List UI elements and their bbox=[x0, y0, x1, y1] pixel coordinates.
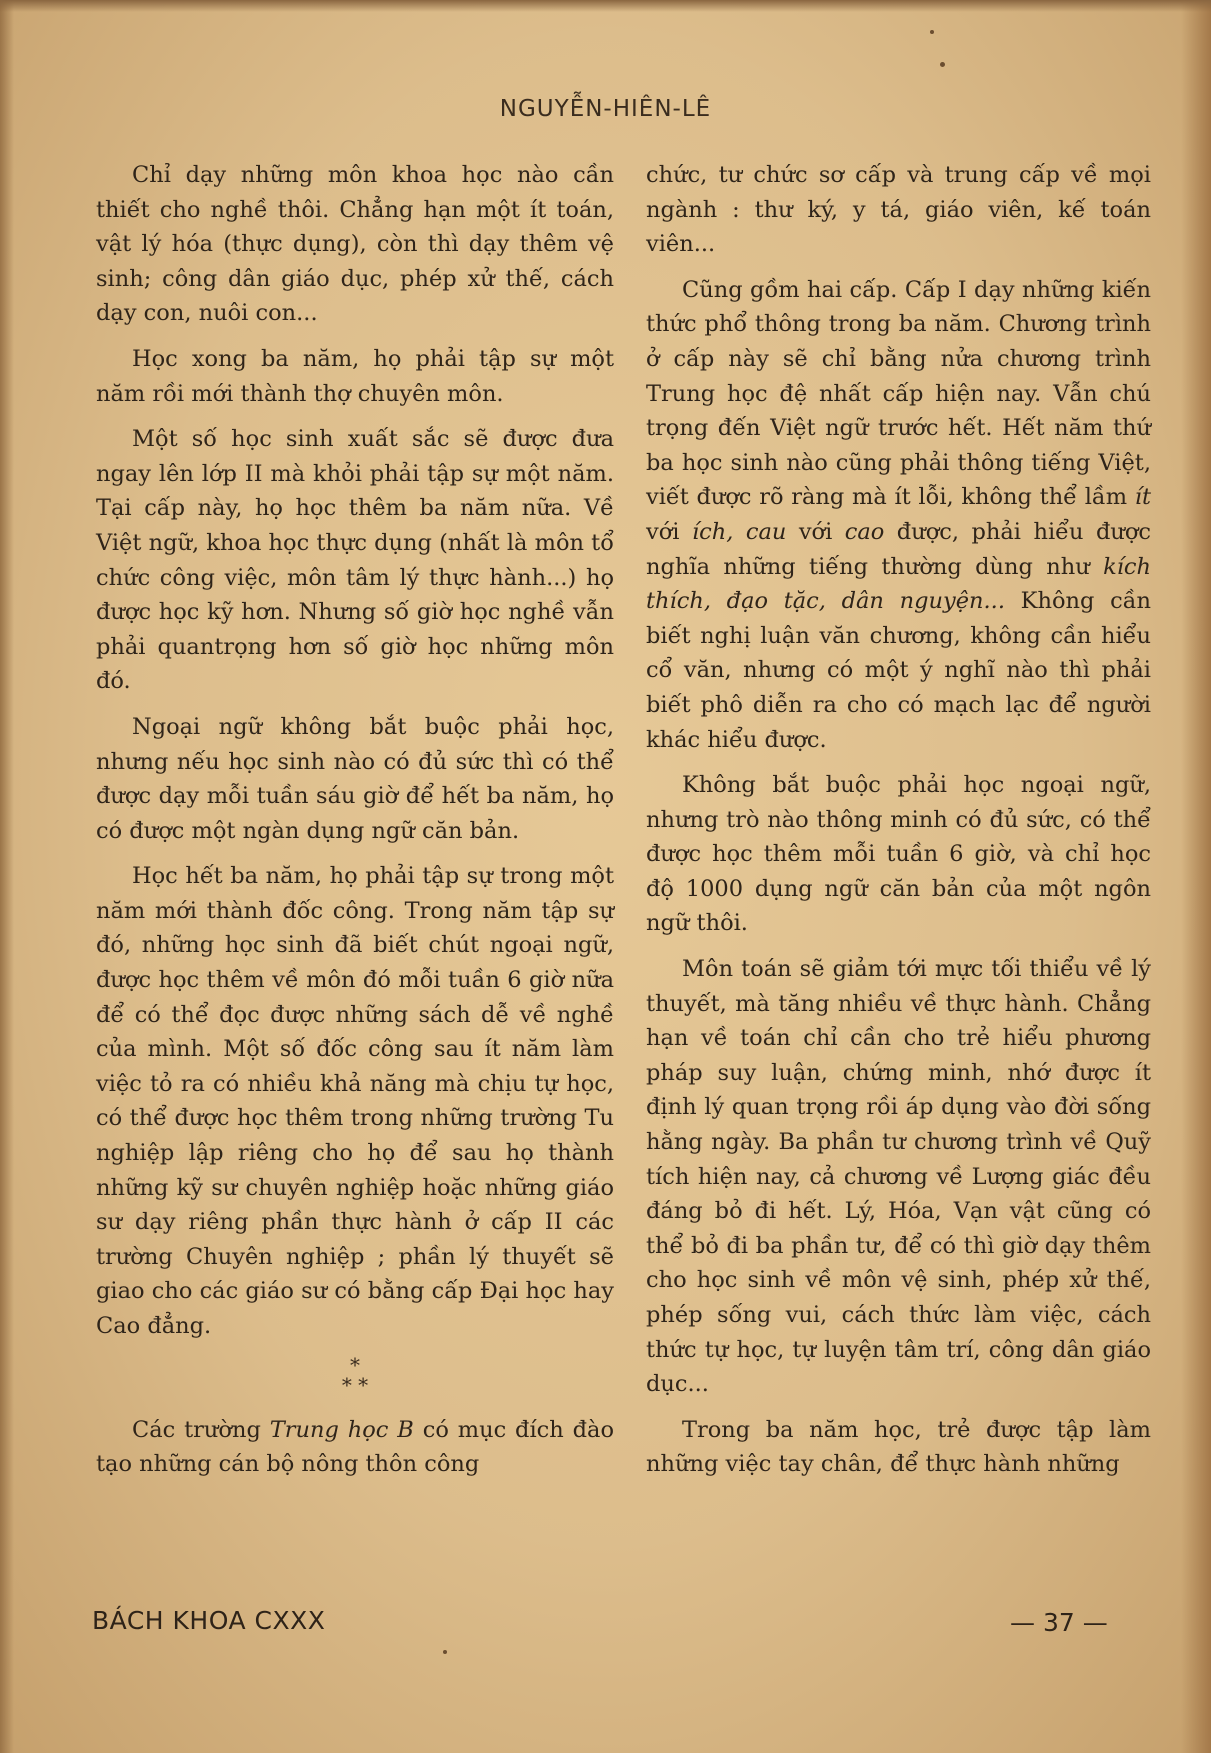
italic-term: ít bbox=[1134, 484, 1151, 511]
ink-speck bbox=[930, 30, 934, 34]
paragraph-continued: chức, tư chức sơ cấp và trung cấp về mọi ngành : thư ký, y tá, giáo viên, kế toán viên... bbox=[646, 162, 1151, 258]
text-run: với bbox=[646, 518, 692, 545]
text-run: Các trường bbox=[132, 1416, 270, 1443]
ink-speck bbox=[940, 62, 945, 67]
paragraph: Một số học sinh xuất sắc sẽ được đưa ngay lên lớp II mà khỏi phải tập sự một năm. Tại cấp này, họ học thêm ba năm nữa. Về Việt ngữ, khoa học thực dụng (nhất là môn tổ chức công việc, môn tâm lý thực hành...) họ được học kỹ hơn. Nhưng số giờ học nghề vẫn phải quantrọng hơn số giờ học những môn đó. bbox=[96, 426, 614, 695]
italic-term: ích, cau bbox=[691, 518, 787, 545]
italic-term: kích thích, đạo tặc, dân nguyện... bbox=[646, 553, 1151, 615]
page-edge-shadow-right bbox=[1181, 0, 1211, 1753]
italic-term: Trung học B bbox=[269, 1416, 414, 1443]
paragraph bbox=[96, 1413, 614, 1482]
page-number: — 37 — bbox=[1010, 1608, 1108, 1637]
text-run: Cũng gồm hai cấp. Cấp I dạy những kiến thức phổ thông trong ba năm. Chương trình ở cấp này sẽ chỉ bằng nửa chương trình Trung học đệ nhất cấp hiện nay. Vẫn chú trọng đến Việt ngữ trước hết. Hết năm thứ ba học sinh nào cũng phải thông tiếng Việt, viết được rõ ràng mà ít lỗi, không thể lầm bbox=[646, 276, 1151, 511]
text-run: Không cần biết nghị luận văn chương, không cần hiểu cổ văn, nhưng có một ý nghĩ nào thì phải biết phô diễn ra cho có mạch lạc để người khác hiểu được. bbox=[646, 588, 1151, 753]
paragraph: Ngoại ngữ không bắt buộc phải học, nhưng nếu học sinh nào có đủ sức thì có thể được dạy mỗi tuần sáu giờ để hết ba năm, họ có được một ngàn dụng ngữ căn bản. bbox=[96, 713, 614, 844]
section-separator: * * * bbox=[341, 1352, 369, 1397]
ink-speck bbox=[443, 1650, 447, 1654]
paragraph: Môn toán sẽ giảm tới mực tối thiểu về lý thuyết, mà tăng nhiều về thực hành. Chẳng hạn về toán chỉ cần cho trẻ hiểu phương pháp suy luận, chứng minh, nhớ được ít định lý quan trọng rồi áp dụng vào đời sống hằng ngày. Ba phần tư chương trình về Quỹ tích hiện nay, cả chương về Lượng giác đều đáng bỏ đi hết. Lý, Hóa, Vạn vật cũng có thể bỏ đi ba phần tư, để có thì giờ dạy thêm cho học sinh về môn vệ sinh, phép xử thế, phép sống vui, cách thức làm việc, cách thức tự học, tự luyện tâm trí, công dân giáo dục... bbox=[646, 956, 1151, 1398]
magazine-footer: BÁCH KHOA CXXX bbox=[92, 1606, 326, 1635]
paragraph: Trong ba năm học, trẻ được tập làm những việc tay chân, để thực hành những bbox=[646, 1416, 1151, 1478]
right-column bbox=[646, 158, 1151, 1493]
italic-term: cao bbox=[844, 518, 885, 545]
paragraph bbox=[646, 273, 1151, 757]
text-run: được, phải hiểu được nghĩa những tiếng thường dùng như bbox=[646, 518, 1151, 580]
left-column bbox=[96, 158, 614, 1493]
page-edge-shadow-left bbox=[0, 0, 14, 1753]
text-run: có mục đích đào tạo những cán bộ nông thôn công bbox=[96, 1416, 614, 1478]
paragraph: Học xong ba năm, họ phải tập sự một năm rồi mới thành thợ chuyên môn. bbox=[96, 345, 614, 407]
text-run: với bbox=[786, 518, 845, 545]
paragraph: Học hết ba năm, họ phải tập sự trong một năm mới thành đốc công. Trong năm tập sự đó, những học sinh đã biết chút ngoại ngữ, được học thêm về môn đó mỗi tuần 6 giờ nữa để có thể đọc được những sách dễ về nghề của mình. Một số đốc công sau ít năm làm việc tỏ ra có nhiều khả năng mà chịu tự học, có thể được học thêm trong những trường Tu nghiệp lập riêng cho họ để sau họ thành những kỹ sư chuyên nghiệp hoặc những giáo sư dạy riêng phần thực hành ở cấp II các trường Chuyên nghiệp ; phần lý thuyết sẽ giao cho các giáo sư có bằng cấp Đại học hay Cao đẳng. bbox=[96, 863, 614, 1339]
paragraph: Không bắt buộc phải học ngoại ngữ, nhưng trò nào thông minh có đủ sức, có thể được học thêm mỗi tuần 6 giờ, và chỉ học độ 1000 dụng ngữ căn bản của một ngôn ngữ thôi. bbox=[646, 772, 1151, 937]
paragraph: Chỉ dạy những môn khoa học nào cần thiết cho nghề thôi. Chẳng hạn một ít toán, vật lý hóa (thực dụng), còn thì dạy thêm vệ sinh; công dân giáo dục, phép xử thế, cách dạy con, nuôi con... bbox=[96, 162, 614, 327]
running-title: NGUYỄN-HIÊN-LÊ bbox=[499, 96, 712, 122]
page-edge-shadow-top bbox=[0, 0, 1211, 12]
